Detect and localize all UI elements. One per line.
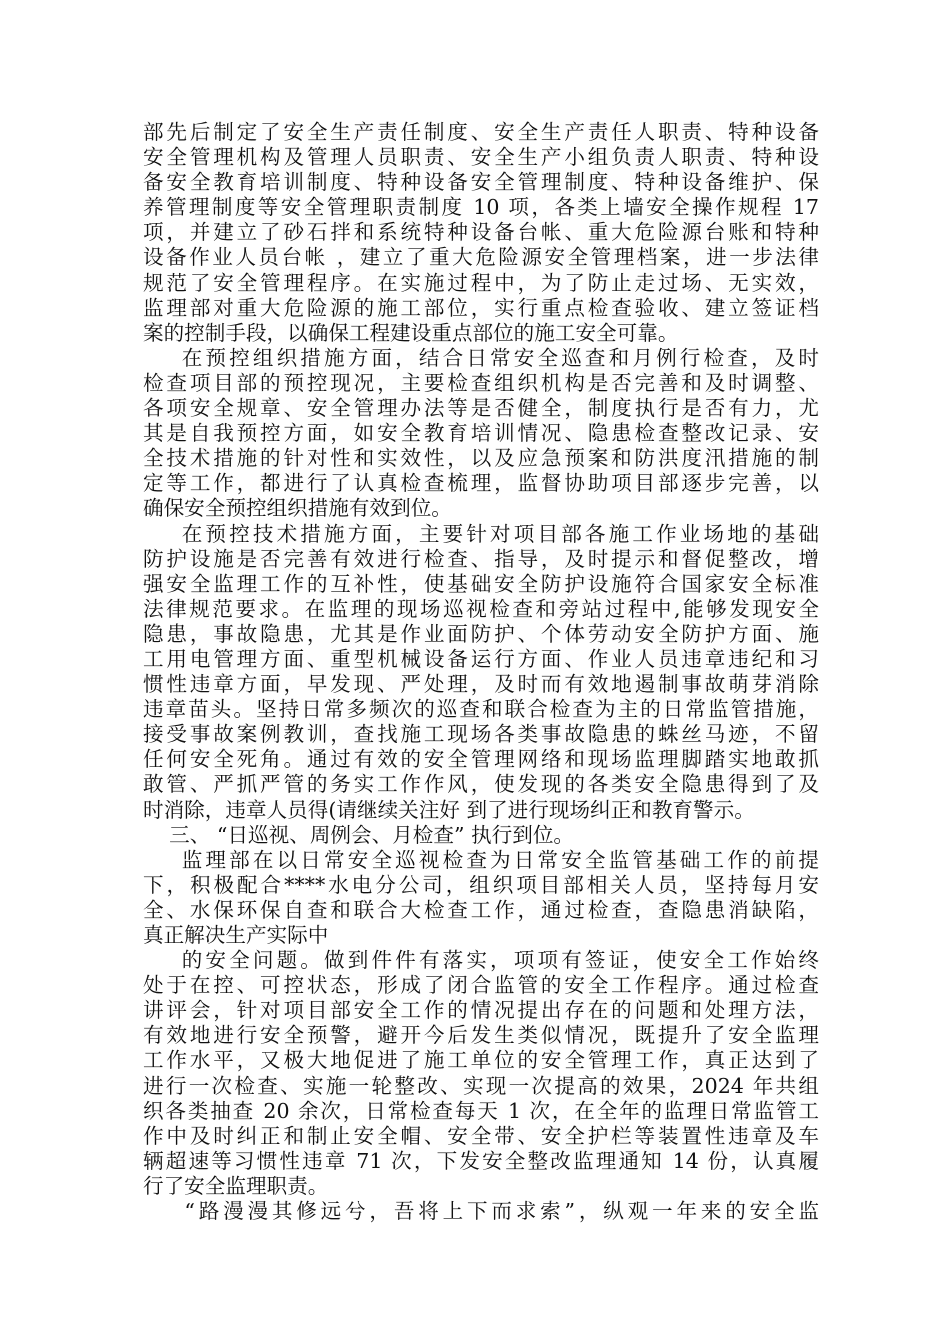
text-line: 检查项目部的预控现况，主要检查组织机构是否完善和及时调整、 (143, 370, 819, 395)
text-line: 监理部在以日常安全巡视检查为日常安全监管基础工作的前提 (143, 847, 819, 872)
text-line: 织各类抽查 20 余次，日常检查每天 1 次，在全年的监理日常监管工 (143, 1098, 819, 1123)
text-line: “路漫漫其修远兮，吾将上下而求索”，纵观一年来的安全监 (143, 1199, 819, 1224)
text-line: 三、 “日巡视、周例会、月检查” 执行到位。 (143, 822, 575, 847)
document-body (143, 120, 819, 1224)
text-line: 惯性违章方面，早发现、严处理，及时而有效地遏制事故萌芽消除 (143, 672, 819, 697)
text-line: 行了安全监理职责。 (143, 1173, 329, 1198)
text-line: 监理部对重大危险源的施工部位，实行重点检查验收、建立签证档 (143, 295, 819, 320)
text-line: 养管理制度等安全管理职责制度 10 项，各类上墙安全操作规程 17 (143, 195, 819, 220)
text-line: 法律规范要求。在监理的现场巡视检查和旁站过程中,能够发现安全 (143, 596, 819, 621)
text-line: 在预控技术措施方面，主要针对项目部各施工作业场地的基础 (143, 521, 819, 546)
text-line: 案的控制手段，以确保工程建设重点部位的施工安全可靠。 (143, 320, 679, 345)
text-line: 作中及时纠正和制止安全帽、安全带、安全护栏等装置性违章及车 (143, 1123, 819, 1148)
text-line: 部先后制定了安全生产责任制度、安全生产责任人职责、特种设备 (143, 120, 819, 144)
text-line: 确保安全预控组织措施有效到位。 (143, 496, 452, 521)
text-line: 工作水平，又极大地促进了施工单位的安全管理工作，真正达到了 (143, 1048, 819, 1073)
text-line: 讲评会，针对项目部安全工作的情况提出存在的问题和处理方法， (143, 998, 819, 1023)
text-line: 规范了安全管理程序。在实施过程中，为了防止走过场、无实效， (143, 270, 819, 295)
text-line: 辆超速等习惯性违章 71 次，下发安全整改监理通知 14 份，认真履 (143, 1148, 819, 1173)
text-line: 的安全问题。做到件件有落实，项项有签证，使安全工作始终 (143, 948, 819, 973)
text-line: 敢管、严抓严管的务实工作作风，使发现的各类安全隐患得到了及 (143, 772, 819, 797)
text-line: 全技术措施的针对性和实效性，以及应急预案和防洪度汛措施的制 (143, 446, 819, 471)
text-line: 进行一次检查、实施一轮整改、实现一次提高的效果，2024 年共组 (143, 1073, 819, 1098)
text-line: 全、水保环保自查和联合大检查工作，通过检查，查隐患消缺陷， (143, 897, 819, 922)
text-line: 备安全教育培训制度、特种设备安全管理制度、特种设备维护、保 (143, 170, 819, 195)
text-line: 有效地进行安全预警，避开今后发生类似情况，既提升了安全监理 (143, 1023, 819, 1048)
text-line: 在预控组织措施方面，结合日常安全巡查和月例行检查，及时 (143, 345, 819, 370)
text-line: 防护设施是否完善有效进行检查、指导，及时提示和督促整改，增 (143, 546, 819, 571)
text-line: 时消除，违章人员得(请继续关注好 到了进行现场纠正和教育警示。 (143, 797, 755, 822)
text-line: 安全管理机构及管理人员职责、安全生产小组负责人职责、特种设 (143, 145, 819, 170)
text-line: 违章苗头。坚持日常多频次的巡查和联合检查为主的日常监管措施， (143, 697, 819, 722)
text-line: 其是自我预控方面，如安全教育培训情况、隐患检查整改记录、安 (143, 421, 819, 446)
text-line: 强安全监理工作的互补性，使基础安全防护设施符合国家安全标准 (143, 571, 819, 596)
text-line: 接受事故案例教训，查找施工现场各类事故隐患的蛛丝马迹，不留 (143, 722, 819, 747)
text-line: 各项安全规章、安全管理办法等是否健全，制度执行是否有力，尤 (143, 396, 819, 421)
text-line: 真正解决生产实际中 (143, 923, 329, 947)
text-line: 隐患，事故隐患，尤其是作业面防护、个体劳动安全防护方面、施 (143, 621, 819, 646)
text-line: 下，积极配合****水电分公司，组织项目部相关人员，坚持每月安 (143, 872, 819, 897)
text-line: 设备作业人员台帐 ，建立了重大危险源安全管理档案，进一步法律 (143, 245, 819, 270)
text-line: 项，并建立了砂石拌和系统特种设备台帐、重大危险源台账和特种 (143, 220, 819, 245)
text-line: 任何安全死角。通过有效的安全管理网络和现场监理脚踏实地敢抓 (143, 747, 819, 772)
text-line: 处于在控、可控状态，形成了闭合监管的安全工作程序。通过检查 (143, 973, 819, 998)
text-line: 工用电管理方面、重型机械设备运行方面、作业人员违章违纪和习 (143, 646, 819, 671)
text-line: 定等工作，都进行了认真检查梳理，监督协助项目部逐步完善，以 (143, 471, 819, 496)
